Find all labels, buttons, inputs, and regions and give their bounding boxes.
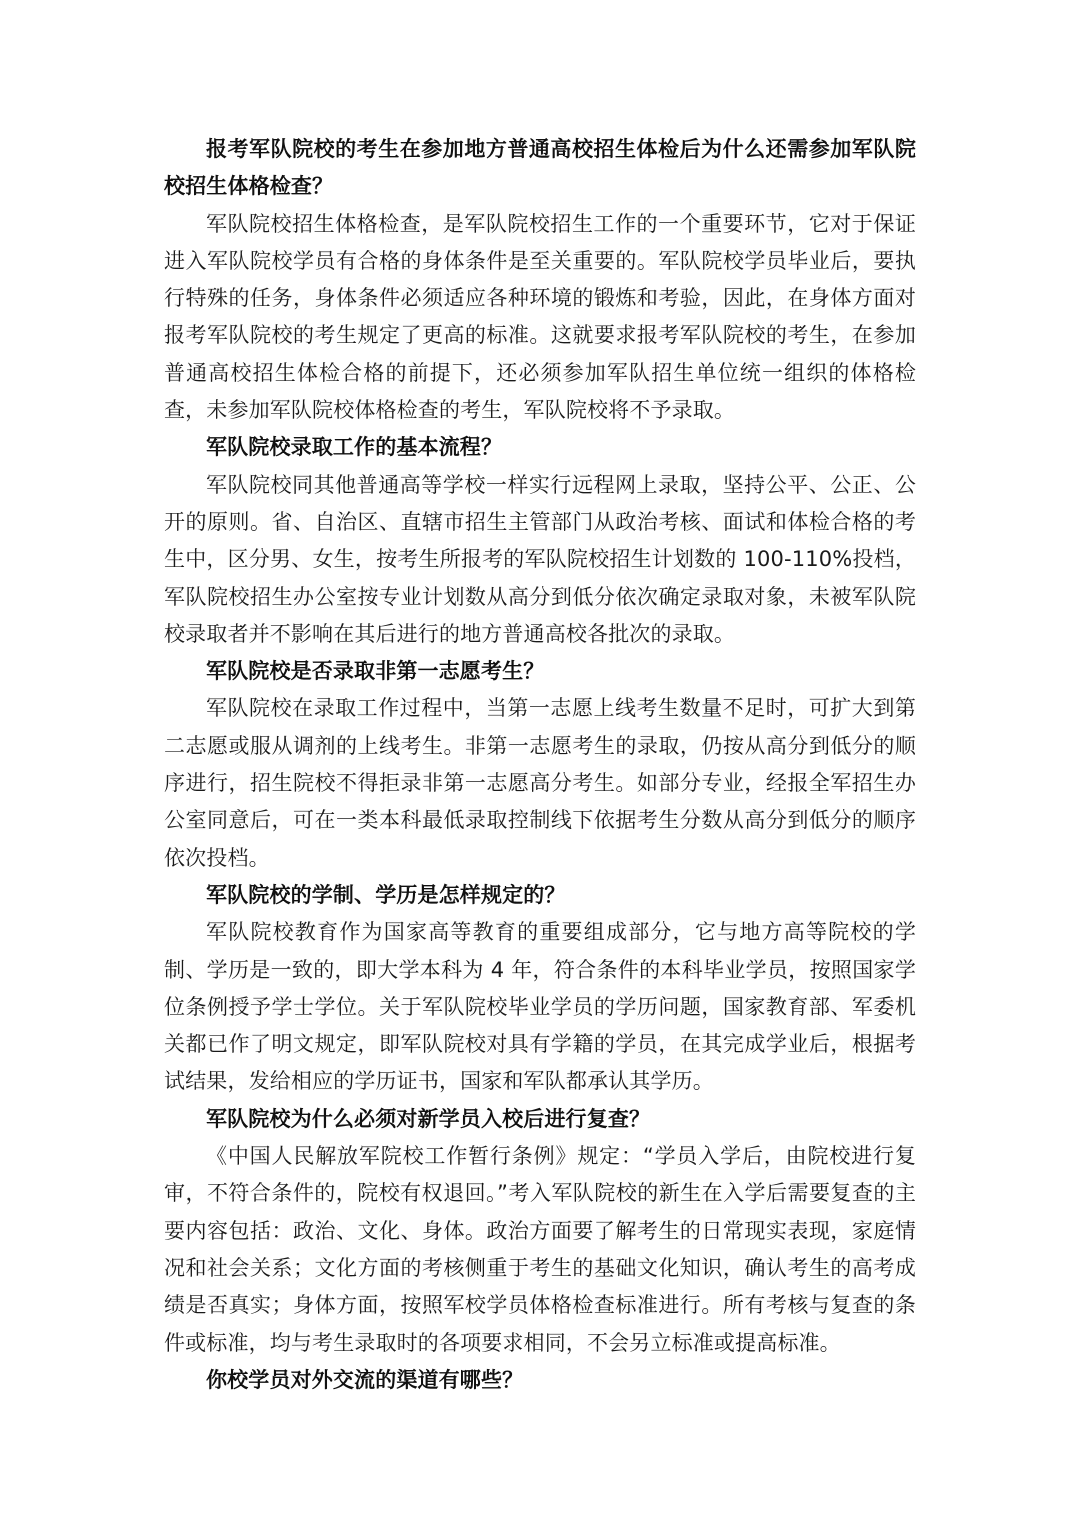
section-heading: 军队院校录取工作的基本流程？ xyxy=(206,435,503,460)
section-paragraph: 军队院校同其他普通高等学校一样实行远程网上录取，坚持公平、公正、公开的原则。省、自治区、直辖市招生主管部门从政治考核、面试和体检合格的考生中，区分男、女生，按考生所报考的军队院校招生计划数的 100-110%投档，军队院校招生办公室按专业计划数从高分到低分依次确定录取对象，未被军队院校录取者并不影响在其后进行的地方普通高校各批次的录取。 xyxy=(164,472,916,646)
section-heading: 军队院校是否录取非第一志愿考生？ xyxy=(206,659,545,684)
section-heading: 你校学员对外交流的渠道有哪些？ xyxy=(206,1367,524,1392)
section-paragraph: 军队院校在录取工作过程中，当第一志愿上线考生数量不足时，可扩大到第二志愿或服从调剂的上线考生。非第一志愿考生的录取，仍按从高分到低分的顺序进行，招生院校不得拒录非第一志愿高分考生。如部分专业，经报全军招生办公室同意后，可在一类本科最低录取控制线下依据考生分数从高分到低分的顺序依次投档。 xyxy=(164,696,916,870)
faq-section-admission-process xyxy=(164,429,916,653)
faq-section-degree-system xyxy=(164,877,916,1101)
faq-section-external-exchange xyxy=(164,1362,916,1399)
faq-section-non-first-choice xyxy=(164,653,916,877)
section-heading: 军队院校的学制、学历是怎样规定的？ xyxy=(206,882,566,907)
section-paragraph: 军队院校招生体格检查，是军队院校招生工作的一个重要环节，它对于保证进入军队院校学员有合格的身体条件是至关重要的。军队院校学员毕业后，要执行特殊的任务，身体条件必须适应各种环境的锻炼和考验，因此，在身体方面对报考军队院校的考生规定了更高的标准。这就要求报考军队院校的考生，在参加普通高校招生体检合格的前提下，还必须参加军队招生单位统一组织的体格检查，未参加军队院校体格检查的考生，军队院校将不予录取。 xyxy=(164,211,916,423)
section-heading: 报考军队院校的考生在参加地方普通高校招生体检后为什么还需参加军队院校招生体格检查？ xyxy=(164,137,916,199)
section-paragraph: 《中国人民解放军院校工作暂行条例》规定：“学员入学后，由院校进行复审，不符合条件的，院校有权退回。”考入军队院校的新生在入学后需要复查的主要内容包括：政治、文化、身体。政治方面要了解考生的日常现实表现，家庭情况和社会关系；文化方面的考核侧重于考生的基础文化知识，确认考生的高考成绩是否真实；身体方面，按照军校学员体格检查标准进行。所有考核与复查的条件或标准，均与考生录取时的各项要求相同，不会另立标准或提高标准。 xyxy=(164,1144,916,1355)
section-paragraph: 军队院校教育作为国家高等教育的重要组成部分，它与地方高等院校的学制、学历是一致的，即大学本科为 4 年，符合条件的本科毕业学员，按照国家学位条例授予学士学位。关于军队院校毕业学员的学历问题，国家教育部、军委机关都已作了明文规定，即军队院校对具有学籍的学员，在其完成学业后，根据考试结果，发给相应的学历证书，国家和军队都承认其学历。 xyxy=(164,920,916,1094)
section-heading: 军队院校为什么必须对新学员入校后进行复查？ xyxy=(206,1106,651,1131)
document-body xyxy=(164,131,916,1399)
faq-section-physical-exam xyxy=(164,131,916,429)
faq-section-reexamination xyxy=(164,1101,916,1362)
